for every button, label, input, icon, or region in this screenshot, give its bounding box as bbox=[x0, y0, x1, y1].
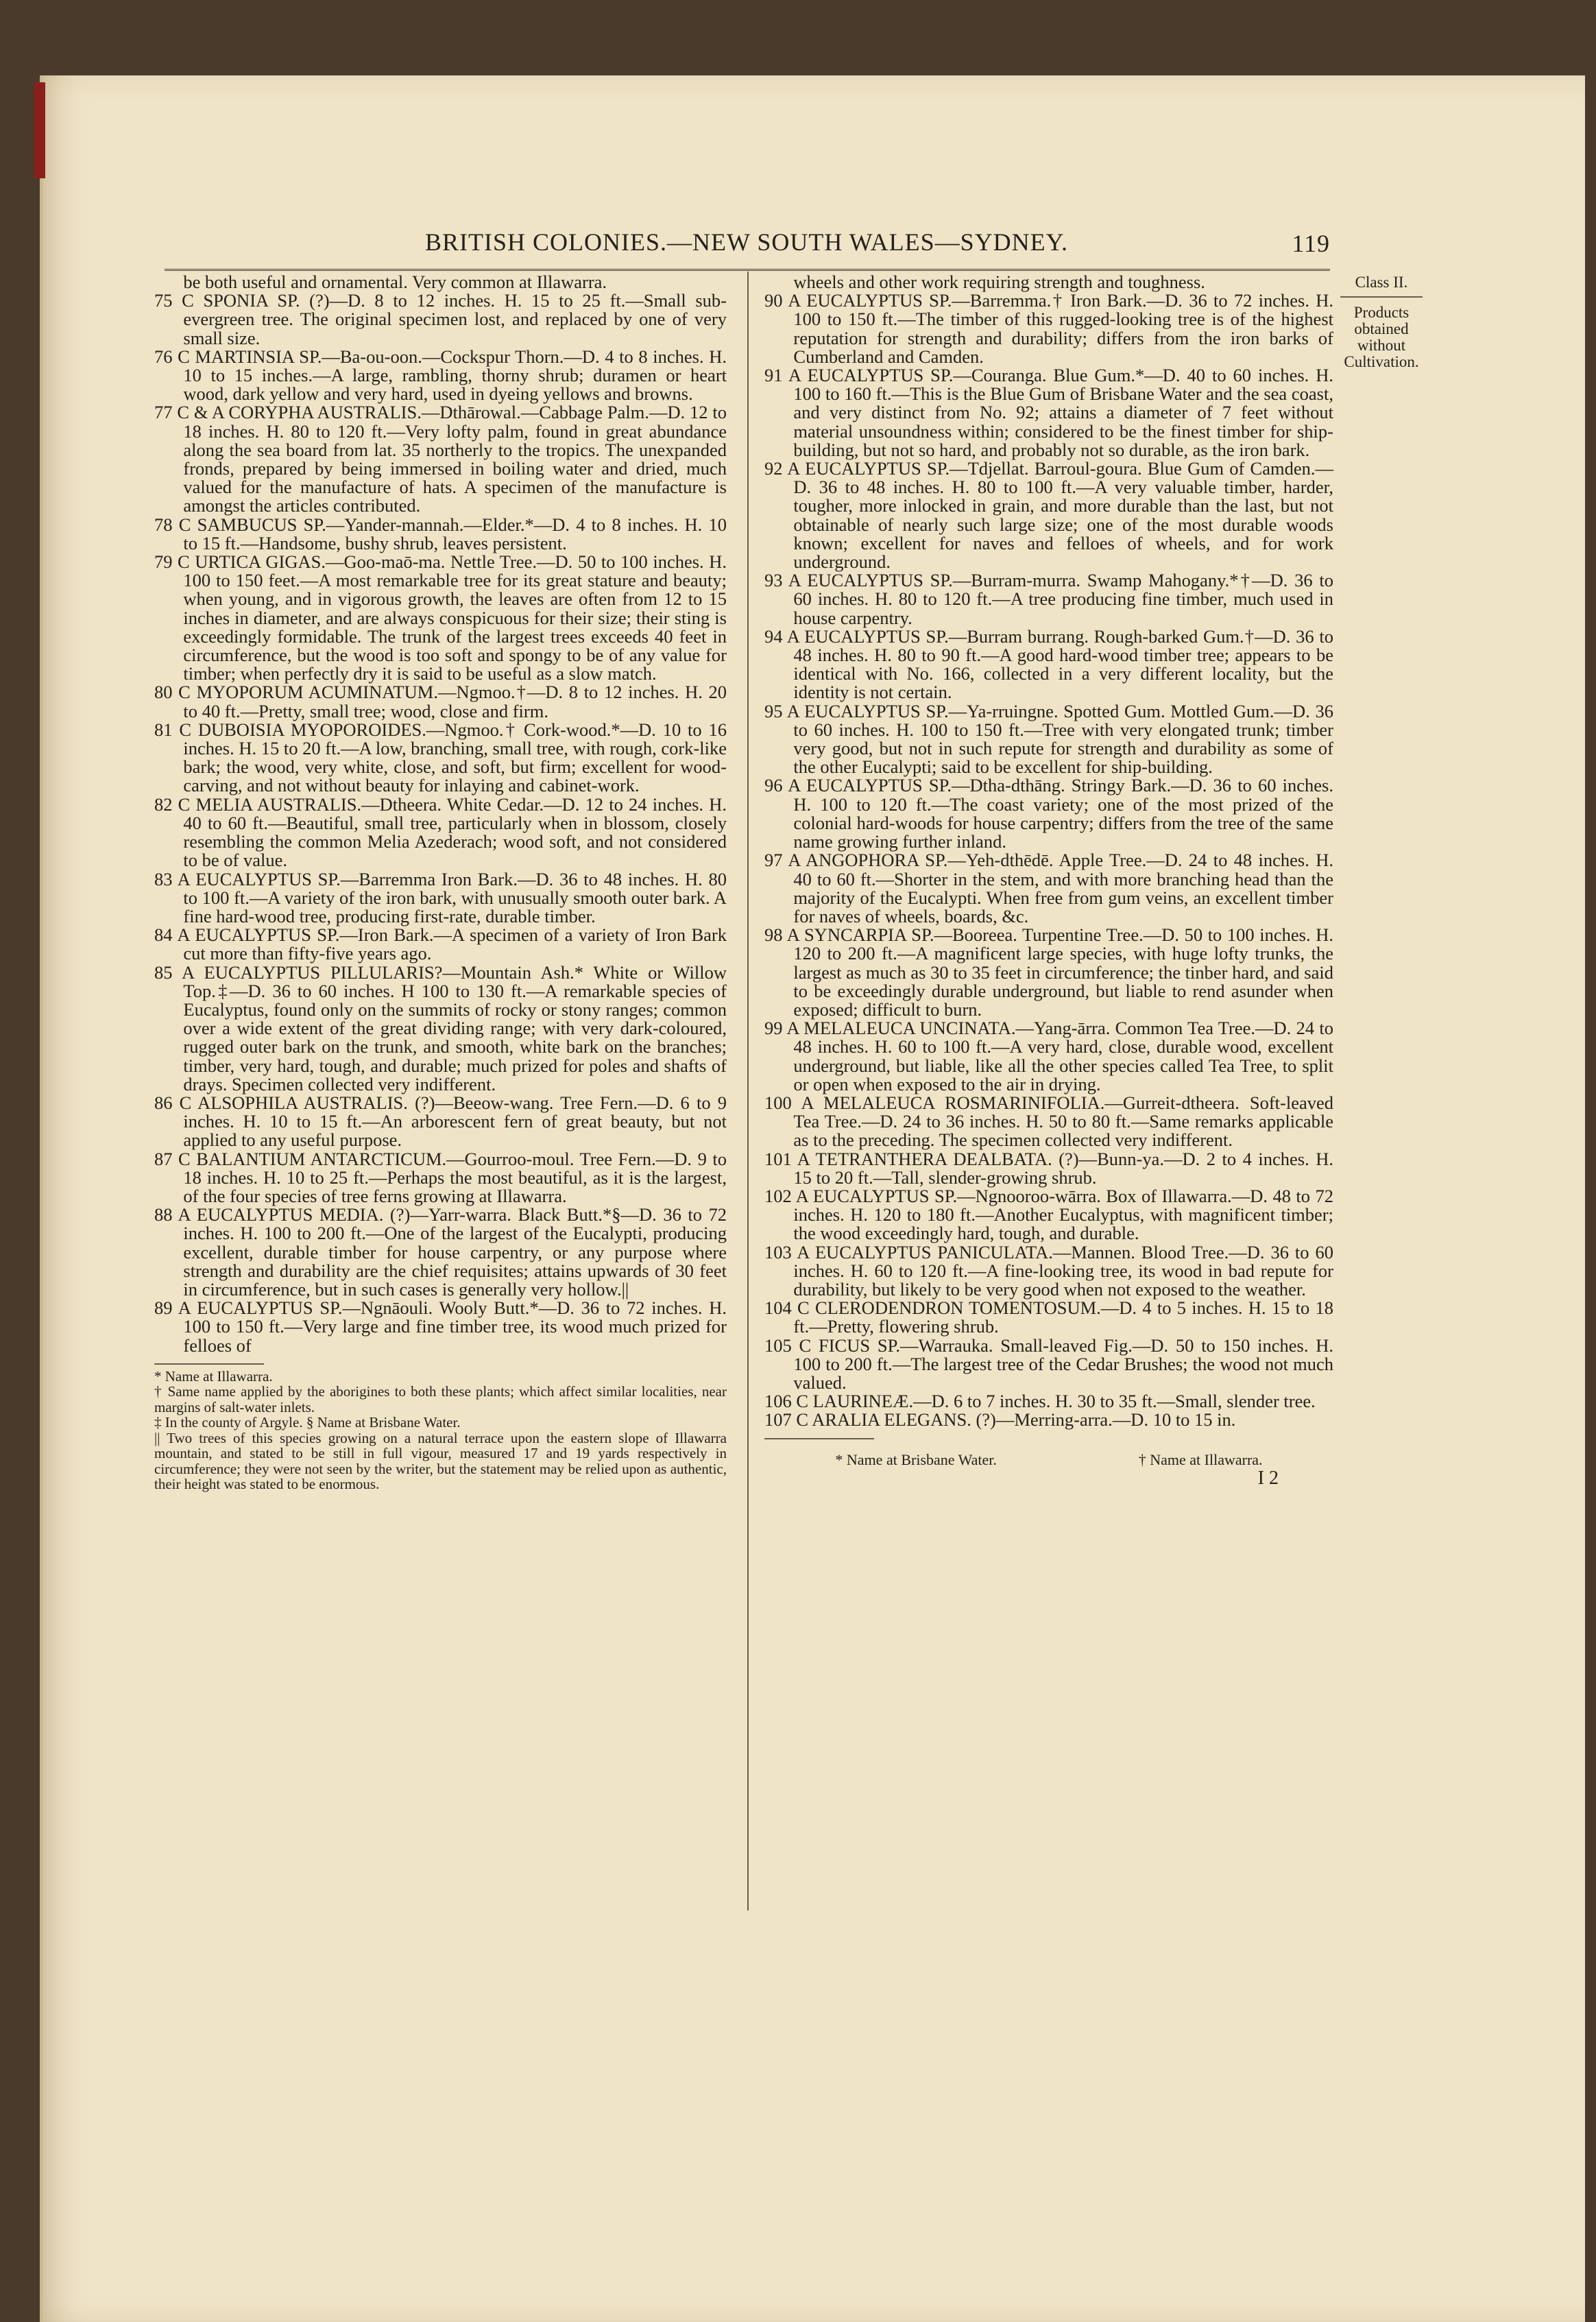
list-item: 84 A EUCALYPTUS SP.—Iron Bark.—A specimen of a variety of Iron Bark cut more than fifty-five years ago. bbox=[154, 924, 727, 964]
right-column bbox=[764, 273, 1333, 1487]
list-item: 92 A EUCALYPTUS SP.—Tdjellat. Barroul-goura. Blue Gum of Camden.—D. 36 to 48 inches. H. 80 to 100 ft.—A very valuable timber, harder, tougher, more inlocked in grain, and more durable than the last, but not obtainable of nearly such large size; one of the most durable woods known; excellent for naves and felloes of wheels, and for work underground. bbox=[764, 458, 1333, 573]
list-item: 98 A SYNCARPIA SP.—Booreea. Turpentine Tree.—D. 50 to 100 inches. H. 120 to 200 ft.—A magnificent large species, with huge lofty trunks, the largest as much as 30 to 35 feet in circumference; the tinber hard, and said to be exceedingly durable underground, but liable to rend asunder when exposed; difficult to burn. bbox=[764, 924, 1333, 1020]
margin-note bbox=[1340, 274, 1423, 370]
list-item: 93 A EUCALYPTUS SP.—Burram-murra. Swamp Mahogany.*†—D. 36 to 60 inches. H. 80 to 120 ft.—A tree producing fine timber, much used in house carpentry. bbox=[764, 570, 1333, 628]
footnote: ‡ In the county of Argyle. § Name at Brisbane Water. bbox=[154, 1414, 461, 1431]
header-title: BRITISH COLONIES.—NEW SOUTH WALES—SYDNEY. bbox=[425, 228, 1069, 256]
list-item: 88 A EUCALYPTUS MEDIA. (?)—Yarr-warra. Black Butt.*§—D. 36 to 72 inches. H. 100 to 200 ft.—One of the largest of the Eucalypti, producing excellent, durable timber for house carpentry, or any purpose where strength and durability are the chief requisites; attains upwards of 30 feet in circumference, but in such cases is generally very hollow.|| bbox=[154, 1204, 727, 1300]
list-item: 97 A ANGOPHORA SP.—Yeh-dthēdē. Apple Tree.—D. 24 to 48 inches. H. 40 to 60 ft.—Shorter in the stem, and with more branching head than the majority of the Eucalypti. When free from gum veins, an excellent timber for naves of wheels, boards, &c. bbox=[764, 850, 1333, 926]
list-item: 96 A EUCALYPTUS SP.—Dtha-dthāng. Stringy Bark.—D. 36 to 60 inches. H. 100 to 120 ft.—The coast variety; one of the most prized of the colonial hard-woods for house carpentry; differs from the tree of the same name growing further inland. bbox=[764, 775, 1333, 852]
list-item: 79 C URTICA GIGAS.—Goo-maō-ma. Nettle Tree.—D. 50 to 100 inches. H. 100 to 150 feet.—A most remarkable tree for its great stature and beauty; when young, and in vigorous growth, the leaves are often from 12 to 15 inches in diameter, and are always conspicuous for their size; their sting is exceedingly formidable. The trunk of the largest trees exceeds 40 feet in circumference, but the wood is too soft and spongy to be of any value for timber; when perfectly dry it is said to be useful as a slow match. bbox=[154, 551, 727, 684]
list-item: 87 C BALANTIUM ANTARCTICUM.—Gourroo-moul. Tree Fern.—D. 9 to 18 inches. H. 10 to 25 ft.—Perhaps the most beautiful, as it is the largest, of the four species of tree ferns growing at Illawarra. bbox=[154, 1148, 727, 1206]
list-item: 76 C MARTINSIA SP.—Ba-ou-oon.—Cockspur Thorn.—D. 4 to 8 inches. H. 10 to 15 inches.—A large, rambling, thorny shrub; duramen or heart wood, dark yellow and very hard, used in dyeing yellows and browns. bbox=[154, 346, 727, 405]
page-number: 119 bbox=[1292, 230, 1330, 257]
class-label: Class II. bbox=[1340, 274, 1423, 298]
list-item: 107 C ARALIA ELEGANS. (?)—Merring-arra.—D. 10 to 15 in. bbox=[764, 1409, 1236, 1431]
footnotes bbox=[764, 1450, 1333, 1469]
list-item: 94 A EUCALYPTUS SP.—Burram burrang. Rough-barked Gum.†—D. 36 to 48 inches. H. 80 to 90 ft.—A good hard-wood timber tree; appears to be identical with No. 166, collected in a very different locality, but the identity is not certain. bbox=[764, 625, 1333, 703]
list-item: 102 A EUCALYPTUS SP.—Ngnooroo-wārra. Box of Illawarra.—D. 48 to 72 inches. H. 120 to 180 ft.—Another Eucalyptus, with magnificent timber; the wood exceedingly hard, tough, and durable. bbox=[764, 1185, 1333, 1244]
column-divider bbox=[747, 272, 749, 1911]
list-item: 83 A EUCALYPTUS SP.—Barremma Iron Bark.—D. 36 to 48 inches. H. 80 to 100 ft.—A variety of the iron bark, with unusually smooth outer bark. A fine hard-wood tree, producing first-rate, durable timber. bbox=[154, 868, 727, 926]
list-item: 80 C MYOPORUM ACUMINATUM.—Ngmoo.†—D. 8 to 12 inches. H. 20 to 40 ft.—Pretty, small tree; wood, close and firm. bbox=[154, 682, 727, 721]
footnote: † Name at Illawarra. bbox=[1138, 1450, 1263, 1468]
binding-thread bbox=[34, 82, 45, 178]
footnote: * Name at Illawarra. bbox=[154, 1367, 273, 1385]
list-item: 95 A EUCALYPTUS SP.—Ya-rruingne. Spotted Gum. Mottled Gum.—D. 36 to 60 inches. H. 100 to 150 ft.—Tree with very elongated trunk; timber very good, but not in such repute for strength and durability as some of the other Eucalypti; said to be excellent for ship-building. bbox=[764, 700, 1333, 778]
running-header bbox=[165, 228, 1330, 271]
footnote: || Two trees of this species growing on a natural terrace upon the eastern slope of Illawarra mountain, and stated to be still in full vigour, measured 17 and 19 yards respectively in circumference; they were not seen by the writer, but the statement may be relied upon as authentic, their height was stated to be enormous. bbox=[154, 1429, 727, 1493]
footnote: † Same name applied by the aborigines to both these plants; which affect similar localities, near margins of salt-water inlets. bbox=[154, 1383, 727, 1415]
list-item: 103 A EUCALYPTUS PANICULATA.—Mannen. Blood Tree.—D. 36 to 60 inches. H. 60 to 120 ft.—A fine-looking tree, its wood in bad repute for durability, but likely to be very good when not exposed to the weather. bbox=[764, 1241, 1333, 1300]
list-item: 90 A EUCALYPTUS SP.—Barremma.† Iron Bark.—D. 36 to 72 inches. H. 100 to 150 ft.—The timber of this rugged-looking tree is of the highest reputation for strength and durability; differs from the iron barks of Cumberland and Camden. bbox=[764, 290, 1333, 367]
list-item: 101 A TETRANTHERA DEALBATA. (?)—Bunn-ya.—D. 2 to 4 inches. H. 15 to 20 ft.—Tall, slender-growing shrub. bbox=[764, 1148, 1333, 1188]
list-item: 77 C & A CORYPHA AUSTRALIS.—Dthārowal.—Cabbage Palm.—D. 12 to 18 inches. H. 80 to 120 ft.—Very lofty palm, found in great abundance along the sea board from lat. 35 northerly to the tropics. The unexpanded fronds, prepared by being immersed in boiling water and dried, much valued for the manufacture of hats. A specimen of the manufacture is amongst the articles contributed. bbox=[154, 402, 727, 516]
list-item: 106 C LAURINEÆ.—D. 6 to 7 inches. H. 30 to 35 ft.—Small, slender tree. bbox=[764, 1391, 1316, 1412]
signature-mark: I 2 bbox=[1257, 1467, 1279, 1489]
list-item: be both useful and ornamental. Very common at Illawarra. bbox=[183, 272, 607, 292]
list-item: 100 A MELALEUCA ROSMARINIFOLIA.—Gurreit-dtheera. Soft-leaved Tea Tree.—D. 24 to 36 inches. H. 50 to 80 ft.—Same remarks applicable as to the preceding. The specimen collected very indifferent. bbox=[764, 1092, 1333, 1151]
list-item: 89 A EUCALYPTUS SP.—Ngnāouli. Wooly Butt.*—D. 36 to 72 inches. H. 100 to 150 ft.—Very large and fine timber tree, its wood much prized for felloes of bbox=[154, 1297, 727, 1356]
footnote-rule bbox=[764, 1438, 874, 1439]
list-item: 78 C SAMBUCUS SP.—Yander-mannah.—Elder.*—D. 4 to 8 inches. H. 10 to 15 ft.—Handsome, bushy shrub, leaves persistent. bbox=[154, 514, 727, 553]
footnotes bbox=[154, 1369, 727, 1492]
footnote: * Name at Brisbane Water. bbox=[835, 1450, 997, 1468]
list-item: 86 C ALSOPHILA AUSTRALIS. (?)—Beeow-wang. Tree Fern.—D. 6 to 9 inches. H. 10 to 15 ft.—An arborescent fern of great beauty, but not applied to any useful purpose. bbox=[154, 1092, 727, 1151]
list-item: 82 C MELIA AUSTRALIS.—Dtheera. White Cedar.—D. 12 to 24 inches. H. 40 to 60 ft.—Beautiful, small tree, particularly when in blossom, closely resembling the common Melia Azederach; wood soft, and not considered to be of value. bbox=[154, 793, 727, 871]
list-item: 75 C SPONIA SP. (?)—D. 8 to 12 inches. H. 15 to 25 ft.—Small sub-evergreen tree. The original specimen lost, and replaced by one of very small size. bbox=[154, 290, 727, 348]
list-item: wheels and other work requiring strength and toughness. bbox=[793, 272, 1205, 292]
list-item: 105 C FICUS SP.—Warrauka. Small-leaved Fig.—D. 50 to 150 inches. H. 100 to 200 ft.—The largest tree of the Cedar Brushes; the wood not much valued. bbox=[764, 1334, 1333, 1393]
footnote-rule bbox=[154, 1363, 264, 1365]
list-item: 104 C CLERODENDRON TOMENTOSUM.—D. 4 to 5 inches. H. 15 to 18 ft.—Pretty, flowering shrub. bbox=[764, 1297, 1333, 1337]
list-item: 99 A MELALEUCA UNCINATA.—Yang-ārra. Common Tea Tree.—D. 24 to 48 inches. H. 60 to 100 ft.—A very hard, close, durable wood, excellent underground, but liable, like all the other species called Tea Tree, to split or open when exposed to the air in drying. bbox=[764, 1018, 1333, 1094]
left-column bbox=[154, 273, 727, 1492]
list-item: 91 A EUCALYPTUS SP.—Couranga. Blue Gum.*—D. 40 to 60 inches. H. 100 to 160 ft.—This is the Blue Gum of Brisbane Water and the sea coast, and very distinct from No. 92; attains a diameter of 7 feet without material unsoundness within; considered to be the finest timber for ship-building, but not so hard, and probably not so durable, as the iron bark. bbox=[764, 365, 1333, 460]
class-description: Products obtained without Cultivation. bbox=[1344, 304, 1419, 370]
list-item: 81 C DUBOISIA MYOPOROIDES.—Ngmoo.† Cork-wood.*—D. 10 to 16 inches. H. 15 to 20 ft.—A low, branching, small tree, with rough, cork-like bark; the wood, very white, close, and soft, but firm; excellent for wood-carving, and not without beauty for inlaying and cabinet-work. bbox=[154, 719, 727, 796]
list-item: 85 A EUCALYPTUS PILLULARIS?—Mountain Ash.* White or Willow Top.‡—D. 36 to 60 inches. H 100 to 130 ft.—A remarkable species of Eucalyptus, found only on the summits of rocky or stony ranges; common over a wide extent of the great dividing range; with very dark-coloured, rugged outer bark on the trunk, and smooth, white bark on the branches; timber, very hard, tough, and durable; much prized for poles and shafts of drays. Specimen collected very indifferent. bbox=[154, 961, 727, 1094]
